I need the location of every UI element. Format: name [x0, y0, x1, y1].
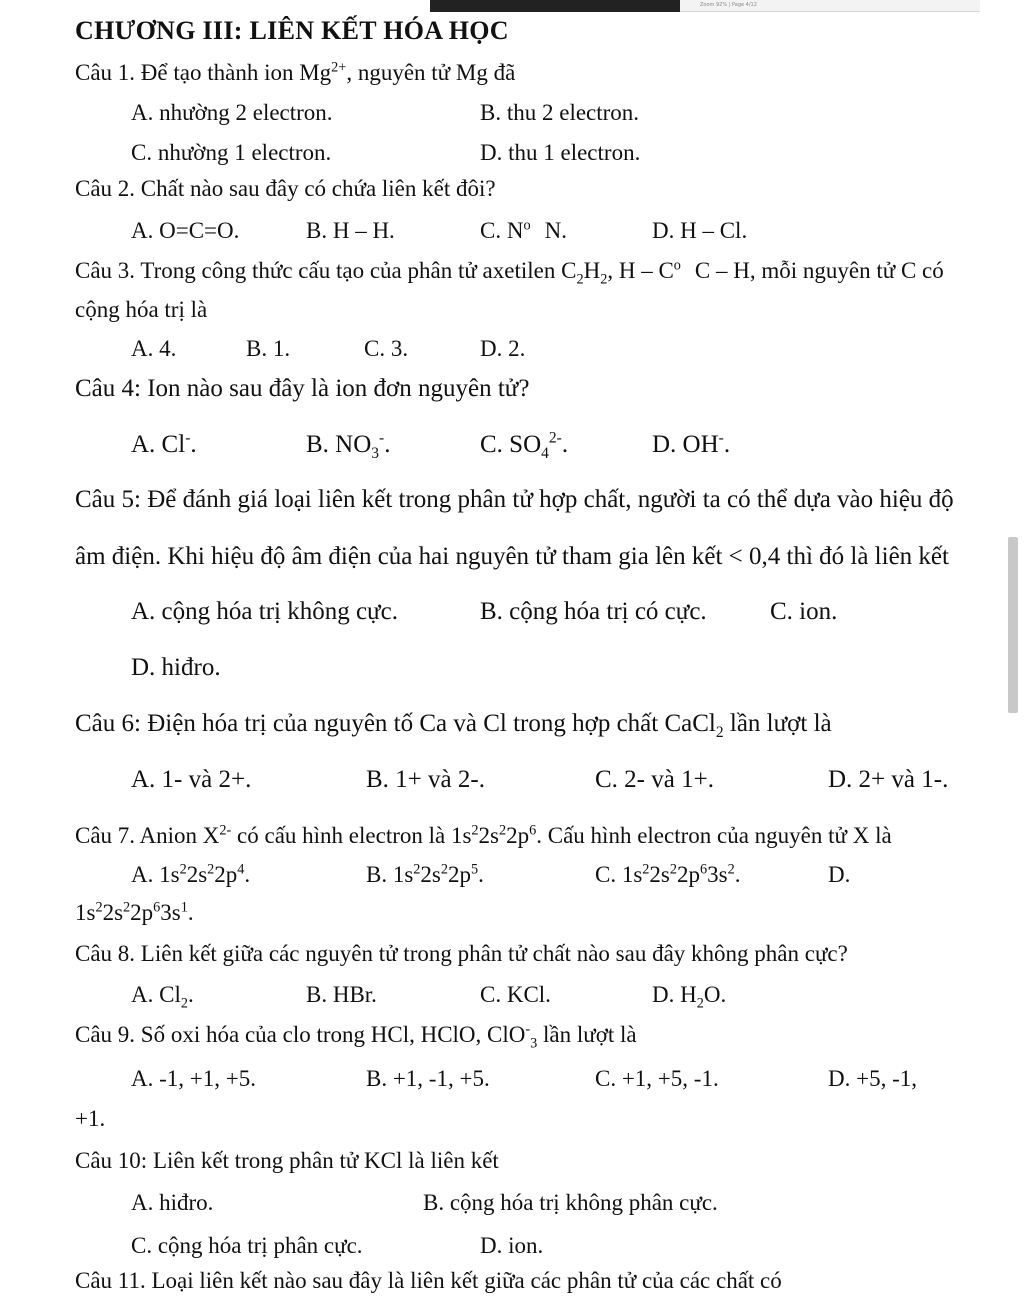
question-1-option-b[interactable]: B. thu 2 electron. [480, 100, 640, 125]
question-10-option-a[interactable]: A. hiđro. [131, 1190, 214, 1215]
question-4-option-b[interactable]: B. $NO_3^-$. [306, 429, 391, 462]
question-10-option-b[interactable]: B. cộng hóa trị không phân cực. [423, 1190, 718, 1215]
question-7-option-a[interactable]: A. $1s^22s^22p^4$. [131, 861, 251, 887]
question-3-option-a[interactable]: A. 4. [131, 336, 177, 361]
question-1-stem: Câu 1. Để tạo thành ion $Mg^{2+}$, nguyên tử Mg đã [75, 59, 516, 85]
question-6-option-c[interactable]: C. 2- và 1+. [595, 766, 714, 793]
viewer-toolbar [680, 0, 980, 12]
question-1-option-a[interactable]: A. nhường 2 electron. [131, 100, 333, 125]
question-8-stem: Câu 8. Liên kết giữa các nguyên tử trong phân tử chất nào sau đây không phân cực? [75, 941, 848, 966]
question-8-option-b[interactable]: B. HBr. [306, 982, 377, 1007]
question-4-stem: Câu 4: Ion nào sau đây là ion đơn nguyên tử? [75, 375, 530, 402]
question-3-stem: Câu 3. Trong công thức cấu tạo của phân tử axetilen $C_2H_2$, H – $C^o$ C – H, mỗi nguyên tử C có [75, 257, 944, 288]
question-4-option-d[interactable]: D. OH-. [652, 429, 731, 458]
question-9-option-c[interactable]: C. +1, +5, -1. [595, 1066, 719, 1091]
question-7-option-c[interactable]: C. $1s^22s^22p^63s^2$. [595, 861, 741, 887]
question-7-option-b[interactable]: B. $1s^22s^22p^5$. [366, 861, 484, 887]
question-6-stem: Câu 6: Điện hóa trị của nguyên tố Ca và Cl trong hợp chất CaCl$_2$ lần lượt là [75, 710, 832, 741]
question-10-option-c[interactable]: C. cộng hóa trị phân cực. [131, 1233, 363, 1258]
question-5-option-d[interactable]: D. hiđro. [131, 654, 221, 681]
question-8-option-a[interactable]: A. $Cl_2$. [131, 982, 194, 1012]
question-5-option-c[interactable]: C. ion. [770, 598, 838, 625]
question-1-option-c[interactable]: C. nhường 1 electron. [131, 140, 332, 165]
question-3-option-c[interactable]: C. 3. [364, 336, 409, 361]
chapter-title: CHƯƠNG III: LIÊN KẾT HÓA HỌC [75, 16, 509, 45]
question-10-stem: Câu 10: Liên kết trong phân tử KCl là liên kết [75, 1148, 499, 1173]
question-2-option-c[interactable]: C. $N^o$ N. [480, 217, 567, 243]
question-3-option-d[interactable]: D. 2. [480, 336, 526, 361]
question-9-option-d[interactable]: D. +5, -1, [828, 1066, 917, 1091]
question-4-option-c[interactable]: C. $SO_4^{2-}$. [480, 429, 569, 462]
question-9-stem: Câu 9. Số oxi hóa của clo trong HCl, HClO, ClO-$_3$ lần lượt là [75, 1021, 637, 1052]
question-6-option-b[interactable]: B. 1+ và 2-. [366, 766, 485, 793]
question-8-option-d[interactable]: D. $H_2O$. [652, 982, 727, 1012]
question-7-option-d-line-2[interactable]: $1s^22s^22p^63s^1$. [75, 899, 194, 925]
question-7-stem: Câu 7. Anion $X^{2-}$ có cấu hình electron là $1s^22s^22p^6$. Cấu hình electron của nguyên tử X là [75, 822, 892, 848]
question-5-stem-line-2: âm điện. Khi hiệu độ âm điện của hai nguyên tử tham gia lên kết < 0,4 thì đó là liên kết [75, 543, 949, 570]
question-4-option-a[interactable]: A. Cl-. [131, 429, 197, 458]
question-11-partial-line: Câu 11. Loại liên kết nào sau đây là liên kết giữa các phân tử của các chất có [75, 1268, 782, 1293]
vertical-scrollbar-thumb[interactable] [1008, 537, 1018, 713]
toolbar-status: Zoom 92% | Page 4/12 [700, 2, 757, 8]
question-9-option-d-line-2[interactable]: +1. [75, 1106, 106, 1131]
chlorate-ion: ClO-$_3$ [487, 1021, 538, 1052]
question-10-option-d[interactable]: D. ion. [480, 1233, 544, 1258]
question-2-stem: Câu 2. Chất nào sau đây có chứa liên kết đôi? [75, 176, 496, 201]
question-5-stem: Câu 5: Để đánh giá loại liên kết trong phân tử hợp chất, người ta có thể dựa vào hiệu độ [75, 486, 954, 513]
question-8-option-c[interactable]: C. KCl. [480, 982, 551, 1007]
question-3-option-b[interactable]: B. 1. [246, 336, 291, 361]
question-3-stem-line-2: cộng hóa trị là [75, 297, 208, 322]
question-7-option-d[interactable]: D. [828, 862, 851, 887]
question-6-option-a[interactable]: A. 1- và 2+. [131, 766, 252, 793]
anion-formula: $X^{2-}$ [202, 822, 232, 848]
question-9-option-a[interactable]: A. -1, +1, +5. [131, 1066, 256, 1091]
question-2-option-d[interactable]: D. H – Cl. [652, 218, 748, 243]
question-2-option-b[interactable]: B. H – H. [306, 218, 395, 243]
question-5-option-b[interactable]: B. cộng hóa trị có cực. [480, 598, 707, 625]
question-6-option-d[interactable]: D. 2+ và 1-. [828, 766, 949, 793]
question-2-option-a[interactable]: A. O=C=O. [131, 218, 240, 243]
question-9-option-b[interactable]: B. +1, -1, +5. [366, 1066, 490, 1091]
question-5-option-a[interactable]: A. cộng hóa trị không cực. [131, 598, 398, 625]
window-title-bar [430, 0, 680, 12]
question-1-option-d[interactable]: D. thu 1 electron. [480, 140, 641, 165]
